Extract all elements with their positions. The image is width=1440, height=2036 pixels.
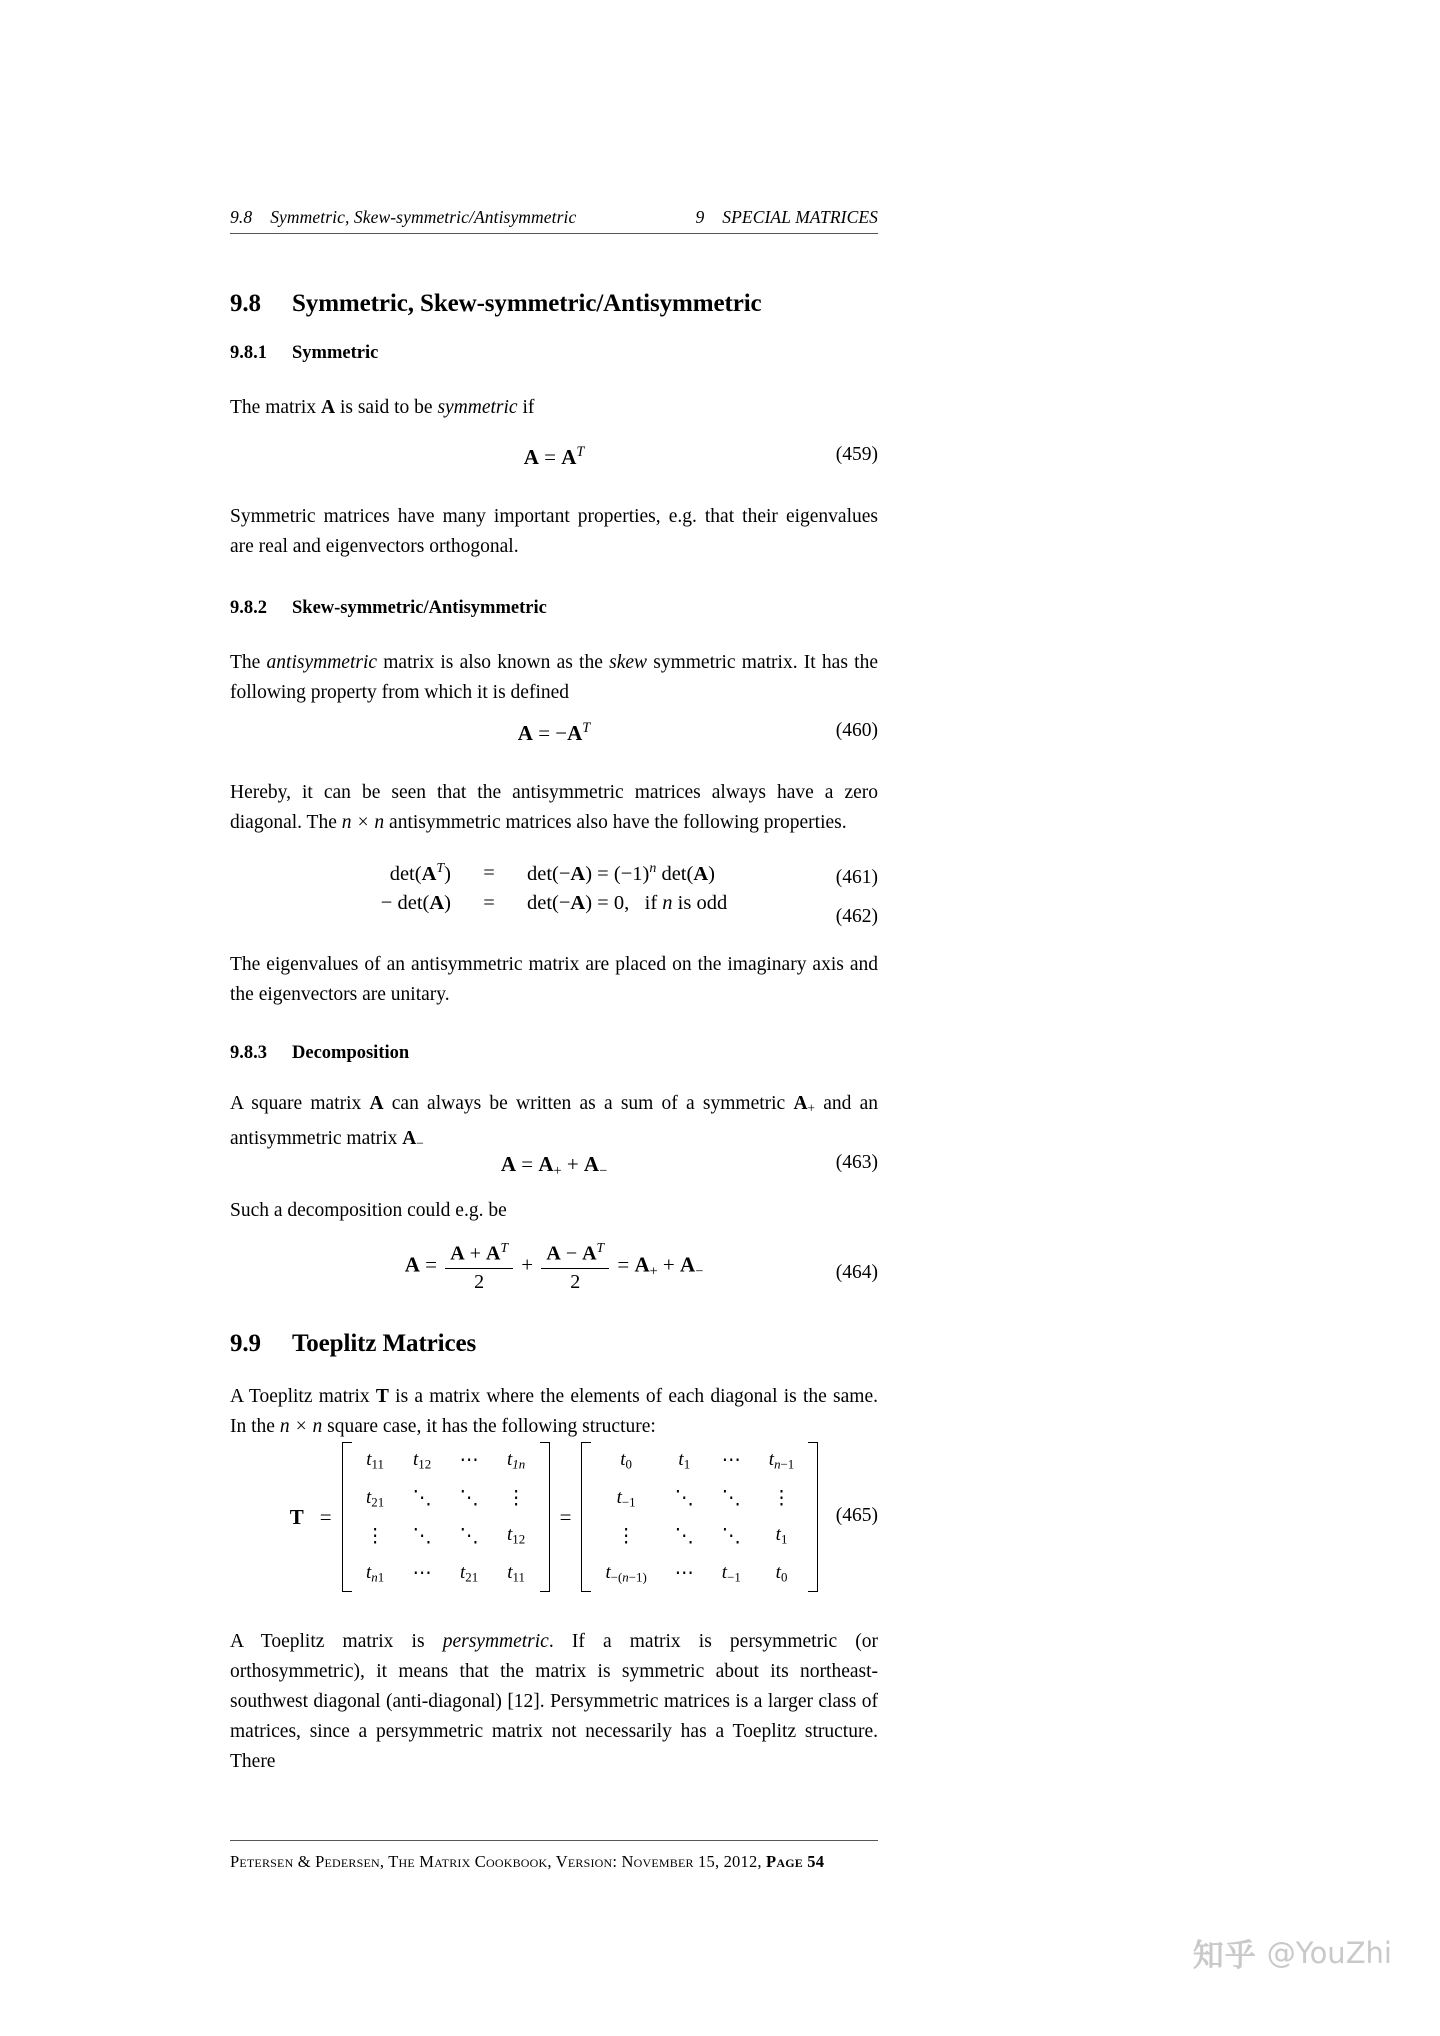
matrix-cell-vdots: ⋮ [365, 1525, 385, 1547]
matrix-row [591, 1555, 808, 1593]
transpose-exponent: T [596, 1240, 605, 1255]
text-fragment: ) = 0, [585, 891, 630, 914]
equation-459-tag: (459) [835, 444, 878, 465]
matrix-symbol-A-plus: A [793, 1093, 808, 1114]
running-header-chapter-title: SPECIAL MATRICES [722, 207, 878, 227]
paragraph-toeplitz-intro [230, 1382, 878, 1442]
text-fragment: and an antisymmetric matrix [230, 1093, 879, 1149]
matrix-cell: $t_{-(n-1)}$ [605, 1561, 647, 1585]
operator: − [565, 1242, 578, 1265]
matrix-symbol-A: A [421, 862, 437, 885]
matrix-symbol-T: T [375, 1386, 389, 1407]
eq464-operator-2: + [662, 1252, 675, 1277]
operator: + [469, 1242, 481, 1265]
matrix-cell-ddots: ⋱ [674, 1525, 694, 1547]
eq463-operator: + [566, 1152, 579, 1176]
section-number: 9.9 [230, 1330, 261, 1357]
equation-460-tag: (460) [835, 720, 878, 741]
equation-462-tag: (462) [835, 906, 878, 927]
subsection-title: Decomposition [292, 1043, 410, 1063]
watermark [1193, 1930, 1392, 1975]
eq462-lhs [381, 889, 467, 918]
footer-page-number: Page 54 [766, 1852, 825, 1871]
matrix-cell-cdots: ⋯ [412, 1563, 432, 1585]
text-fragment: A square matrix [230, 1093, 370, 1114]
emphasis-persymmetric: persymmetric [442, 1631, 549, 1652]
subsection-heading-9-8-3 [230, 1043, 890, 1064]
text-fragment: if [517, 397, 535, 418]
eq459-rhs: A [561, 445, 577, 469]
section-title: Toeplitz Matrices [292, 1330, 477, 1357]
paragraph-zero-diagonal [230, 778, 878, 838]
equation-array-table [381, 858, 727, 918]
exponent-n: n [649, 861, 657, 876]
det-function: det( [389, 862, 422, 885]
eq460-transpose: T [582, 720, 591, 736]
subsection-number: 9.8.1 [230, 343, 267, 363]
equation-459 [230, 444, 878, 470]
transpose-exponent: T [436, 861, 445, 876]
section-heading-9-8 [230, 290, 890, 318]
bracket-right [540, 1442, 550, 1592]
eq465-label: T [289, 1504, 304, 1529]
subsection-heading-9-8-2 [230, 598, 890, 619]
matrix-cell: $t_{1n}$ [507, 1449, 526, 1472]
text-fragment: A Toeplitz matrix is [230, 1631, 443, 1652]
watermark-handle: @YouZhi [1266, 1935, 1392, 1970]
paragraph-symmetric-intro [230, 393, 878, 423]
matrix-cell: $t_0$ [620, 1449, 632, 1472]
equation-459-body [230, 444, 878, 470]
matrix-cell-vdots: ⋮ [616, 1525, 636, 1547]
matrix-cell-cdots: ⋯ [674, 1563, 694, 1585]
footer-version-label: Version: [555, 1852, 618, 1871]
equation-array-tags [836, 858, 878, 936]
text-fragment: matrix is also known as the [377, 652, 610, 673]
footer-version-date: November 15, 2012, [621, 1852, 762, 1871]
eq462-relation: = [483, 891, 495, 914]
matrix-cell: $t_{-1}$ [616, 1486, 636, 1510]
subscript-minus: − [695, 1263, 704, 1280]
equation-462-row [381, 889, 727, 918]
running-header-chapter-number: 9 [695, 207, 705, 227]
matrix-cell-vdots: ⋮ [772, 1487, 792, 1509]
running-header [230, 207, 878, 228]
subsection-heading-9-8-1 [230, 343, 890, 364]
equation-464 [230, 1240, 878, 1294]
equation-461-tag: (461) [835, 867, 878, 888]
eq460-rhs: A [567, 721, 583, 745]
eq463-lhs: A [500, 1152, 517, 1176]
eq459-lhs: A [523, 445, 539, 469]
equation-461-row [381, 858, 727, 889]
text-fragment: . If a matrix is persymmetric (or orthosymmetric), it means that the matrix is symmetric about its northeast-southwest diagonal (anti-diagonal) [12]. Persymmetric matrices is a larger class of matrices, since a persymmetric matrix not necessarily has a Toeplitz structure. There [230, 1631, 878, 1772]
eq460-minus: − [555, 721, 568, 745]
emphasis-symmetric: symmetric [437, 397, 518, 418]
matrix-cell-ddots: ⋱ [721, 1487, 741, 1509]
text-fragment: is a matrix where the elements of each diagonal is the same. In the [230, 1386, 878, 1437]
matrix-right-table [591, 1442, 808, 1592]
matrix-cell-vdots: ⋮ [506, 1487, 526, 1509]
eq461-lhs [381, 858, 467, 889]
equation-464-body [230, 1240, 878, 1294]
matrix-cell-ddots: ⋱ [459, 1487, 479, 1509]
transpose-exponent: T [500, 1240, 509, 1255]
fraction-denominator: 2 [570, 1270, 581, 1293]
subsection-number: 9.8.2 [230, 598, 267, 618]
eq459-relation: = [544, 445, 556, 469]
equation-465-tag: (465) [835, 1505, 878, 1526]
section-heading-9-9 [230, 1330, 890, 1358]
matrix-cell: $t_{-1}$ [721, 1561, 741, 1585]
condition-prefix: if [644, 891, 663, 914]
paragraph-such-decomposition: Such a decomposition could e.g. be [230, 1200, 507, 1221]
text-fragment: symmetric matrix. It has the following property from which it is defined [230, 652, 878, 703]
running-header-section-number: 9.8 [230, 207, 253, 227]
text-fragment: can always be written as a sum of a symmetric [383, 1093, 794, 1114]
equation-array-461-462 [230, 858, 878, 927]
matrix-cell-cdots: ⋯ [459, 1450, 479, 1472]
matrix-right-toeplitz [581, 1442, 818, 1592]
eq464-term-2: A [680, 1252, 696, 1277]
paragraph-symmetric-properties: Symmetric matrices have many important properties, e.g. that their eigenvalues are real and eigenvectors orthogonal. [230, 506, 878, 557]
matrix-cell: $t_{21}$ [366, 1486, 385, 1510]
matrix-symbol-A-minus: A [402, 1127, 417, 1149]
matrix-symbol-A: A [429, 891, 445, 914]
running-header-left [230, 207, 576, 228]
fraction-denominator: 2 [474, 1270, 485, 1293]
matrix-cell: $t_{12}$ [413, 1449, 432, 1472]
eq464-operator: + [521, 1252, 534, 1277]
matrix-left-table [352, 1442, 540, 1592]
paragraph-eigenvalues-imaginary: The eigenvalues of an antisymmetric matrix are placed on the imaginary axis and the eigenvectors are unitary. [230, 954, 878, 1005]
subscript-plus: + [807, 1100, 816, 1116]
equation-463-body [230, 1152, 878, 1180]
matrix-symbol-A: A [369, 1093, 384, 1114]
emphasis-antisymmetric: antisymmetric [266, 652, 378, 673]
text-fragment: square case, it has the following structure: [322, 1416, 656, 1437]
matrix-row [352, 1555, 540, 1593]
eq464-term-1: A [634, 1252, 650, 1277]
matrix-row [591, 1517, 808, 1555]
text-fragment: The [230, 652, 267, 673]
eq461-relation: = [483, 861, 495, 884]
matrix-row [352, 1480, 540, 1518]
matrix-cell-ddots: ⋱ [721, 1525, 741, 1547]
eq460-relation: = [538, 721, 551, 745]
fraction-symmetric-part [445, 1240, 513, 1294]
matrix-cell: $t_{11}$ [366, 1449, 384, 1472]
paren-close: ) [444, 862, 451, 885]
matrix-cell: $t_{12}$ [507, 1524, 526, 1547]
subscript-minus: − [599, 1162, 608, 1179]
eq463-term-1: A [538, 1152, 554, 1176]
matrix-symbol-A: A [546, 1242, 561, 1265]
equation-463 [230, 1152, 878, 1180]
matrix-cell: $t_1$ [775, 1524, 788, 1547]
equation-464-tag: (464) [835, 1262, 878, 1283]
section-number: 9.8 [230, 290, 261, 317]
matrix-cell: $t_{11}$ [507, 1561, 525, 1585]
matrix-cell-ddots: ⋱ [459, 1525, 479, 1547]
footer-rule [230, 1840, 878, 1841]
bracket-left [581, 1442, 591, 1592]
text-fragment: is said to be [335, 397, 438, 418]
paragraph-persymmetric [230, 1627, 878, 1777]
matrix-cell: $t_{n-1}$ [768, 1449, 795, 1472]
text-fragment: det( [656, 862, 694, 885]
matrix-cell: $t_1$ [678, 1449, 691, 1472]
text-fragment: A Toeplitz matrix [230, 1386, 376, 1407]
running-header-right [695, 207, 878, 228]
paren-close: ) [708, 862, 715, 885]
matrix-cell-ddots: ⋱ [674, 1487, 694, 1509]
footer-authors: Petersen & Pedersen, [230, 1852, 385, 1871]
matrix-left-indexed [342, 1442, 550, 1592]
page-footer [230, 1852, 878, 1872]
matrix-cell-cdots: ⋯ [721, 1450, 741, 1472]
eq462-rhs [511, 889, 727, 918]
emphasis-skew: skew [609, 652, 648, 673]
matrix-row [352, 1442, 540, 1480]
eq465-relation-1: = [319, 1504, 332, 1529]
fraction-antisymmetric-part [541, 1240, 609, 1294]
text-fragment: antisymmetric matrices also have the following properties. [384, 812, 847, 833]
equation-465 [230, 1442, 878, 1592]
paren-close: ) [444, 891, 451, 914]
det-function: − det( [380, 891, 430, 914]
condition-suffix: is odd [672, 891, 728, 914]
section-title: Symmetric, Skew-symmetric/Antisymmetric [292, 290, 762, 317]
matrix-symbol-A: A [570, 891, 586, 914]
matrix-symbol-A: A [486, 1242, 501, 1265]
header-rule [230, 233, 878, 234]
equation-460-body [230, 720, 878, 746]
matrix-cell-ddots: ⋱ [412, 1525, 432, 1547]
bracket-left [342, 1442, 352, 1592]
matrix-symbol-A: A [450, 1242, 465, 1265]
fraction-numerator [541, 1240, 609, 1268]
matrix-symbol-A: A [320, 397, 336, 418]
eq460-lhs: A [517, 721, 533, 745]
equation-463-tag: (463) [835, 1152, 878, 1173]
equation-460 [230, 720, 878, 746]
footer-title: The Matrix Cookbook, [388, 1852, 552, 1871]
eq464-relation-2: = [617, 1252, 630, 1277]
subsection-number: 9.8.3 [230, 1043, 267, 1063]
fraction-numerator [445, 1240, 513, 1268]
bracket-right [808, 1442, 818, 1592]
matrix-symbol-A: A [570, 862, 586, 885]
text-fragment: ) = (−1) [585, 862, 650, 885]
text-fragment: det(− [526, 891, 571, 914]
matrix-cell: $t_{21}$ [460, 1561, 479, 1585]
paragraph-antisymmetric-intro [230, 648, 878, 708]
subscript-minus: − [416, 1135, 424, 1151]
matrix-symbol-A: A [693, 862, 709, 885]
text-fragment: The matrix [230, 397, 321, 418]
eq465-relation-2: = [559, 1504, 572, 1529]
subscript-plus: + [553, 1162, 562, 1179]
variable-n: n [662, 891, 673, 914]
matrix-row [591, 1442, 808, 1480]
running-header-section-title: Symmetric, Skew-symmetric/Antisymmetric [270, 207, 577, 227]
matrix-row [591, 1480, 808, 1518]
dimension-n-by-n: n × n [341, 812, 385, 833]
subsection-title: Skew-symmetric/Antisymmetric [292, 598, 547, 618]
eq459-transpose: T [576, 444, 585, 460]
text-fragment: det(− [526, 862, 571, 885]
eq461-rhs [511, 858, 727, 889]
eq464-lhs: A [404, 1252, 420, 1277]
subsection-title: Symmetric [292, 343, 379, 363]
matrix-row [352, 1517, 540, 1555]
dimension-n-by-n: n × n [279, 1416, 323, 1437]
eq464-relation: = [425, 1252, 438, 1277]
watermark-logo: 知乎 [1192, 1938, 1257, 1974]
eq463-relation: = [521, 1152, 534, 1176]
paragraph-decomposition-intro [230, 1089, 878, 1158]
eq463-term-2: A [583, 1152, 600, 1176]
matrix-cell: $t_{n1}$ [366, 1561, 385, 1585]
matrix-cell: $t_0$ [775, 1561, 788, 1585]
text-fragment: Hereby, it can be seen that the antisymmetric matrices always have a zero diagonal. The [230, 782, 878, 833]
matrix-cell-ddots: ⋱ [412, 1487, 432, 1509]
subscript-plus: + [649, 1263, 658, 1280]
matrix-symbol-A: A [582, 1242, 597, 1265]
